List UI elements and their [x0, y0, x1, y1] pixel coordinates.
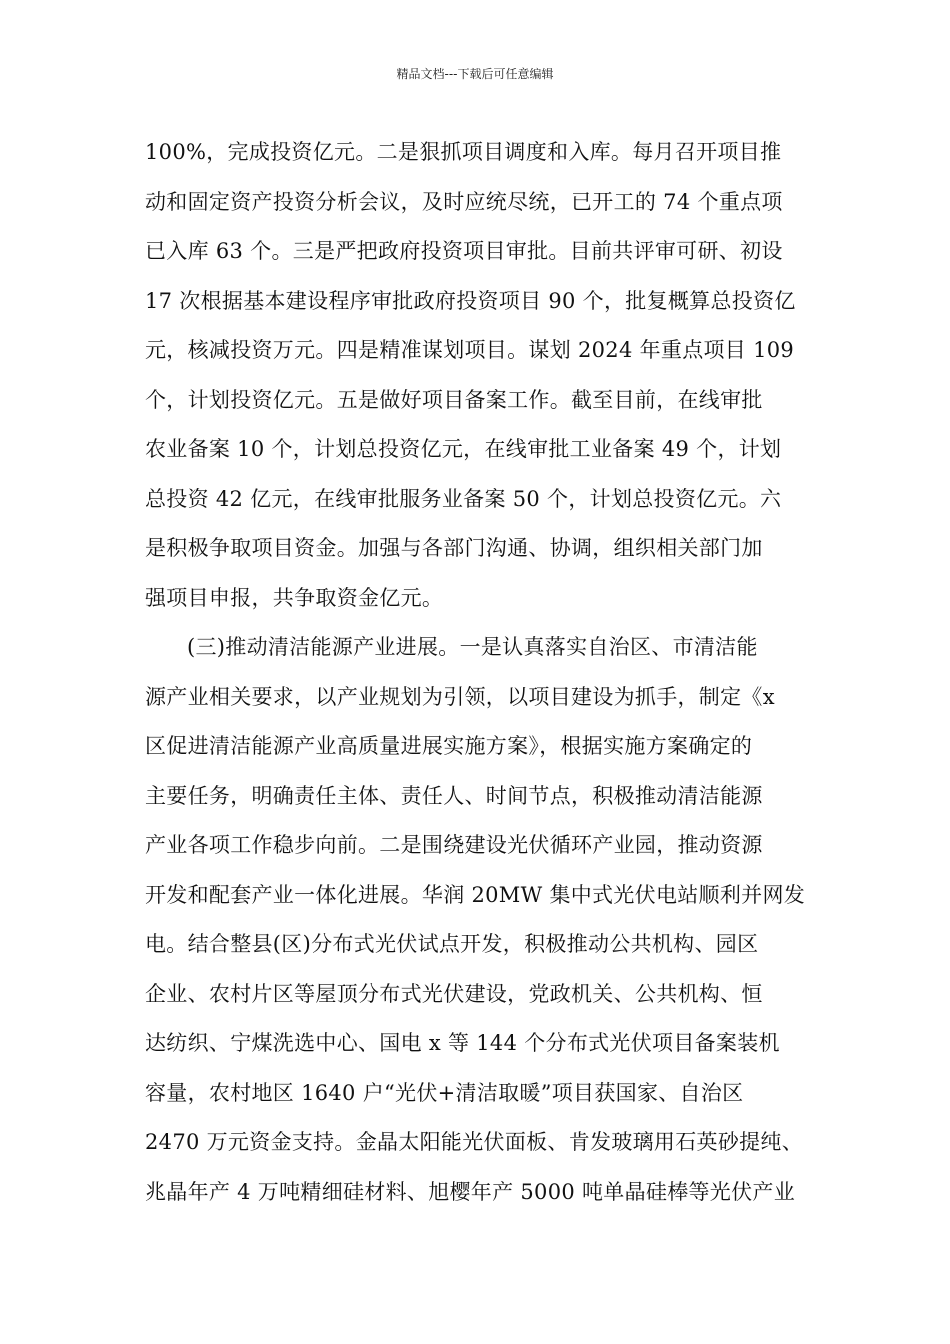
text-line: 已入库 63 个。三是严把政府投资项目审批。目前共评审可研、初设 [145, 239, 783, 263]
text-line: 容量，农村地区 1640 户“光伏+清洁取暖”项目获国家、自治区 [145, 1080, 744, 1105]
paragraph-start-line: (三)推动清洁能源产业进展。一是认真落实自治区、市清洁能 [187, 635, 758, 659]
text-line: 动和固定资产投资分析会议，及时应统尽统，已开工的 74 个重点项 [145, 189, 783, 214]
text-line: 产业各项工作稳步向前。二是围绕建设光伏循环产业园，推动资源 [145, 833, 763, 857]
page-header: 精品文档---下载后可任意编辑 [396, 67, 554, 81]
text-line: 企业、农村片区等屋顶分布式光伏建设，党政机关、公共机构、恒 [145, 981, 763, 1006]
text-line: 元，核减投资万元。四是精准谋划项目。谋划 2024 年重点项目 109 [145, 338, 795, 362]
text-line: 强项目申报，共争取资金亿元。 [145, 585, 444, 610]
text-line: 100%，完成投资亿元。二是狠抓项目调度和入库。每月召开项目推 [145, 140, 782, 164]
text-line: 17 次根据基本建设程序审批政府投资项目 90 个，批复概算总投资亿 [145, 288, 796, 313]
text-line: 主要任务，明确责任主体、责任人、时间节点，积极推动清洁能源 [145, 783, 763, 808]
text-line: 是积极争取项目资金。加强与各部门沟通、协调，组织相关部门加 [145, 536, 763, 560]
text-line: 兆晶年产 4 万吨精细硅材料、旭樱年产 5000 吨单晶硅棒等光伏产业 [145, 1179, 796, 1204]
text-line: 电。结合整县(区)分布式光伏试点开发，积极推动公共机构、园区 [145, 932, 759, 956]
text-line: 开发和配套产业一体化进展。华润 20MW 集中式光伏电站顺利并网发 [145, 882, 806, 907]
text-line: 2470 万元资金支持。金晶太阳能光伏面板、肯发玻璃用石英砂提纯、 [145, 1130, 804, 1154]
text-line: 农业备案 10 个，计划总投资亿元，在线审批工业备案 49 个，计划 [145, 437, 782, 461]
text-line: 达纺织、宁煤洗选中心、国电 x 等 144 个分布式光伏项目备案装机 [145, 1031, 780, 1055]
text-line: 源产业相关要求，以产业规划为引领，以项目建设为抓手，制定《x [145, 684, 775, 709]
text-line: 区促进清洁能源产业高质量进展实施方案》，根据实施方案确定的 [145, 734, 753, 758]
text-line: 总投资 42 亿元，在线审批服务业备案 50 个，计划总投资亿元。六 [145, 486, 782, 511]
text-line: 个，计划投资亿元。五是做好项目备案工作。截至目前，在线审批 [145, 387, 763, 412]
document-body [145, 128, 825, 1217]
